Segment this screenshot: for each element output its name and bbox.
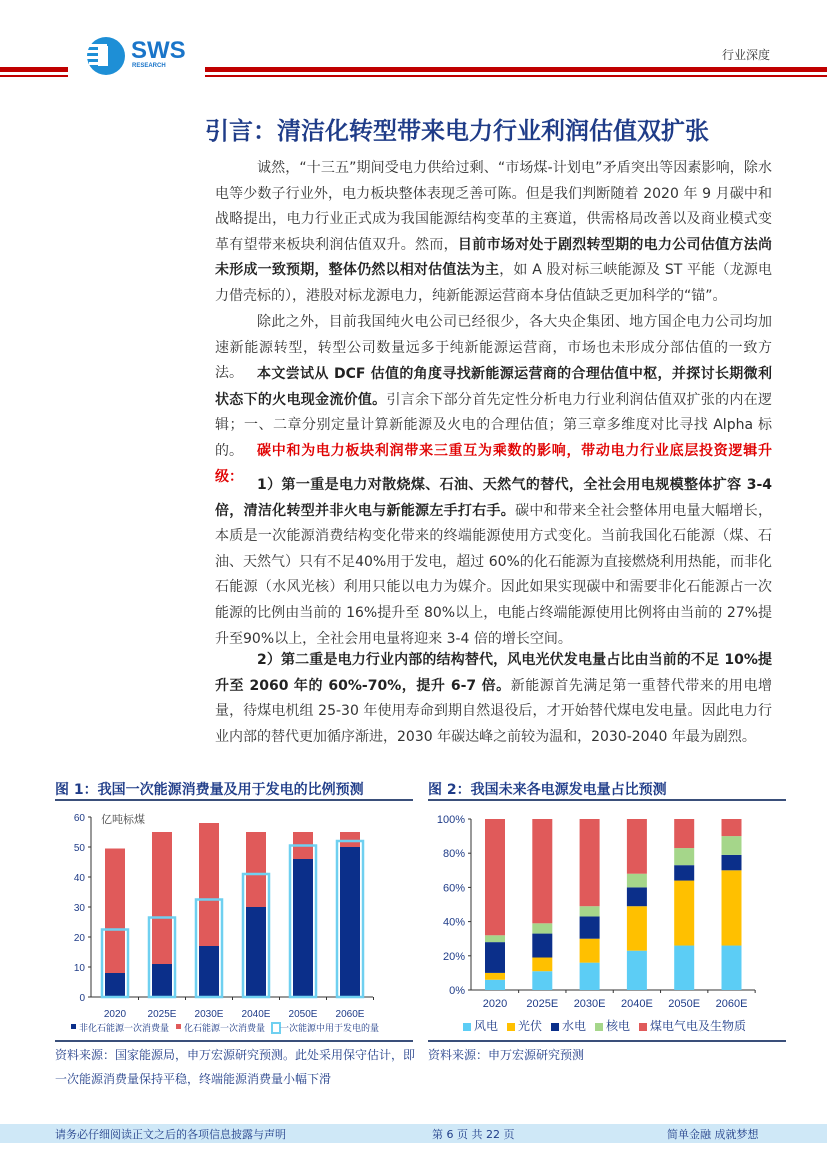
bar-segment-非化石能源一次消费量 [105, 973, 125, 997]
footer-slogan: 简单金融 成就梦想 [667, 1128, 759, 1141]
y-tick-label: 0% [449, 985, 465, 997]
bar-segment-煤电气电及生物质 [722, 819, 742, 836]
legend-label: 煤电气电及生物质 [650, 1019, 747, 1033]
doc-type-label: 行业深度 [722, 48, 771, 62]
paragraph-4 [215, 473, 772, 652]
legend-label: 化石能源一次消费量 [184, 1023, 266, 1033]
y-tick-label: 30 [73, 903, 85, 914]
legend-swatch [595, 1023, 603, 1031]
header-rule-right-thin [205, 75, 827, 77]
bar-segment-风电 [580, 963, 600, 990]
text: ，如 A 股对标三峡能源及 ST 平能（龙源电力借壳标的），港股对标龙源电力，纯新能源运营商本身估值缺乏更加科学的“锚”。 [215, 262, 772, 304]
bar-segment-核电 [722, 836, 742, 855]
bar-segment-光伏 [532, 958, 552, 972]
legend-label: 非化石能源一次消费量 [79, 1023, 170, 1033]
figure-1-source: 资料来源：国家能源局，申万宏源研究预测。此处采用保守估计，即一次能源消费量保持平稳，终端能源消费量小幅下滑 [55, 1048, 416, 1086]
x-tick-label: 2050E [668, 998, 701, 1010]
bar-segment-核电 [674, 848, 694, 865]
bar-segment-水电 [532, 934, 552, 958]
legend-swatch [551, 1023, 559, 1031]
bar-segment-水电 [674, 865, 694, 880]
header-rule-left-thin [0, 75, 68, 77]
x-tick-label: 2030E [194, 1009, 224, 1020]
text: 引言余下部分首先定性分析电力行业利润估值双扩张的内在逻辑；一、二章分别定量计算新能源及火电的合理估值；第三章多维度对比寻找 Alpha 标的。 [215, 391, 773, 459]
x-tick-label: 2060E [335, 1009, 365, 1020]
bold-text: 2）第二重是电力行业内部的结构替代，风电光伏发电量占比由当前的不足 10%提升至 2060 年的 60%-70%，提升 6-7 倍。 [215, 652, 772, 694]
text: 碳中和带来全社会整体用电量大幅增长，本质是一次能源消费结构变化带来的终端能源使用方式变化。当前我国化石能源（煤、石油、天然气）只有不足40%用于发电，超过 60%的化石能源为直接燃烧利用热能，而非化石能源（水风光核）利用只能以电力为媒介。因此如果实现碳中和需要非化石能源占一次能源的比例由当前的 16%提升至 80%以上，电能占终端能源使用比例将由当前的 27%提升至90%以上，全社会用电量将迎来 3-4 倍的增长空间。 [215, 502, 772, 647]
bar-segment-水电 [485, 942, 505, 973]
bar-segment-煤电气电及生物质 [580, 819, 600, 906]
bold-text: 本文尝试从 DCF 估值的角度寻找新能源运营商的合理估值中枢，并探讨长期微利状态下的火电现金流价值。 [215, 366, 772, 408]
x-tick-label: 2040E [241, 1009, 271, 1020]
bar-segment-水电 [722, 855, 742, 870]
logo-text: SWS [131, 37, 186, 64]
paragraph-5 [215, 648, 772, 750]
x-tick-label: 2020 [482, 998, 508, 1010]
y-tick-label: 40 [73, 873, 85, 884]
bar-segment-风电 [627, 951, 647, 990]
footer-disclaimer: 请务必仔细阅读正文之后的各项信息披露与声明 [55, 1128, 286, 1141]
bar-segment-风电 [485, 980, 505, 990]
x-tick-label: 2025E [147, 1009, 177, 1020]
page-title: 引言：清洁化转型带来电力行业利润估值双扩张 [205, 117, 709, 145]
bar-segment-核电 [580, 906, 600, 916]
chart-2 [425, 805, 785, 1040]
y-axis-unit: 亿吨标煤 [101, 814, 145, 826]
bar-segment-光伏 [722, 870, 742, 945]
legend-label: 光伏 [518, 1019, 543, 1033]
y-tick-label: 60 [73, 813, 85, 824]
figure-1-bottom-rule [55, 1040, 413, 1042]
header-rule-right [205, 67, 827, 72]
y-tick-label: 50 [73, 843, 85, 854]
bar-segment-光伏 [580, 939, 600, 963]
bar-segment-非化石能源一次消费量 [199, 946, 219, 997]
bold-text: 目前市场对处于剧烈转型期的电力公司估值方法尚未形成一致预期，整体仍然以相对估值法为主 [215, 236, 772, 279]
figure-2-rule [428, 799, 786, 801]
bar-segment-风电 [722, 946, 742, 990]
y-tick-label: 10 [73, 963, 85, 974]
bar-segment-煤电气电及生物质 [485, 819, 505, 935]
red-heading: 碳中和为电力板块利润带来三重互为乘数的影响，带动电力行业底层投资逻辑升级： [215, 443, 772, 485]
figure-1-title: 图 1：我国一次能源消费量及用于发电的比例预测 [55, 782, 364, 798]
text: 诚然，“十三五”期间受电力供给过剩、“市场煤-计划电”矛盾突出等因素影响，除水电等少数子行业外，电力板块整体表现乏善可陈。但是我们判断随着 2020 年 9 月碳中和战略提出，电力行业正式成为我国能源结构变革的主赛道，供需格局改善以及商业模式变革有望带来板块利润估值双升。然而， [215, 160, 772, 253]
y-tick-label: 20 [73, 933, 85, 944]
bar-segment-化石能源一次消费量 [199, 823, 219, 946]
bar-segment-化石能源一次消费量 [152, 832, 172, 964]
figure-2-bottom-rule [428, 1040, 786, 1042]
bar-segment-光伏 [627, 906, 647, 950]
bar-segment-风电 [532, 971, 552, 990]
paragraph-2: 除此之外，目前我国纯火电公司已经很少，各大央企集团、地方国企电力公司均加速新能源转型，转型公司数量远多于纯新能源运营商，市场也未形成分部估值的一致方法。 [215, 314, 772, 382]
bar-segment-化石能源一次消费量 [105, 849, 125, 974]
x-tick-label: 2030E [573, 998, 606, 1010]
y-tick-label: 0 [79, 993, 85, 1004]
bar-segment-风电 [674, 946, 694, 990]
bar-segment-光伏 [674, 881, 694, 946]
bar-segment-化石能源一次消费量 [246, 832, 266, 907]
legend-swatch [507, 1023, 515, 1031]
bar-segment-水电 [627, 887, 647, 906]
bar-segment-水电 [580, 916, 600, 938]
figure-1-rule [55, 799, 413, 801]
bar-segment-非化石能源一次消费量 [340, 847, 360, 997]
text: 新能源首先满足第一重替代带来的用电增量，待煤电机组 25-30 年使用寿命到期自然退役后，才开始替代煤电发电量。因此电力行业内部的替代更加循序渐进，2030 年碳达峰之前较为温和，2030-2040 年最为剧烈。 [215, 677, 772, 745]
y-tick-label: 100% [436, 814, 465, 826]
paragraph-1 [215, 156, 772, 310]
chart-1 [55, 805, 415, 1040]
x-tick-label: 2040E [620, 998, 653, 1010]
bar-segment-非化石能源一次消费量 [293, 859, 313, 997]
logo-subtext: RESEARCH [132, 63, 166, 69]
bar-segment-核电 [627, 874, 647, 888]
bar-segment-煤电气电及生物质 [627, 819, 647, 874]
y-tick-label: 80% [442, 848, 465, 861]
header-rule-left [0, 67, 68, 72]
legend-swatch [71, 1024, 76, 1029]
legend-label: 风电 [474, 1019, 499, 1033]
x-tick-label: 2060E [715, 998, 748, 1010]
legend-swatch [176, 1024, 181, 1029]
x-tick-label: 2050E [288, 1009, 318, 1020]
y-tick-label: 60% [442, 882, 465, 895]
legend-label: 水电 [562, 1019, 587, 1033]
x-tick-label: 2025E [526, 998, 559, 1010]
x-tick-label: 2020 [103, 1009, 127, 1020]
legend-swatch [639, 1023, 647, 1031]
bar-segment-核电 [532, 923, 552, 933]
legend-label: 一次能源中用于发电的量 [280, 1023, 380, 1033]
bar-segment-化石能源一次消费量 [340, 832, 360, 847]
bar-segment-非化石能源一次消费量 [152, 964, 172, 997]
bar-segment-煤电气电及生物质 [674, 819, 694, 848]
legend-swatch [272, 1023, 280, 1033]
figure-2-title: 图 2：我国未来各电源发电量占比预测 [428, 782, 667, 798]
footer-page-number: 第 6 页 共 22 页 [432, 1128, 515, 1141]
bar-segment-光伏 [485, 973, 505, 980]
y-tick-label: 40% [442, 916, 465, 929]
bar-segment-核电 [485, 935, 505, 942]
figure-2-source: 资料来源：申万宏源研究预测 [428, 1048, 585, 1062]
bold-text: 1）第一重是电力对散烧煤、石油、天然气的替代，全社会用电规模整体扩容 3-4 倍，清洁化转型并非火电与新能源左手打右手。 [215, 477, 772, 519]
bar-segment-非化石能源一次消费量 [246, 907, 266, 997]
y-tick-label: 20% [442, 950, 465, 963]
legend-label: 核电 [606, 1019, 631, 1033]
bar-segment-煤电气电及生物质 [532, 819, 552, 923]
legend-swatch [463, 1023, 471, 1031]
